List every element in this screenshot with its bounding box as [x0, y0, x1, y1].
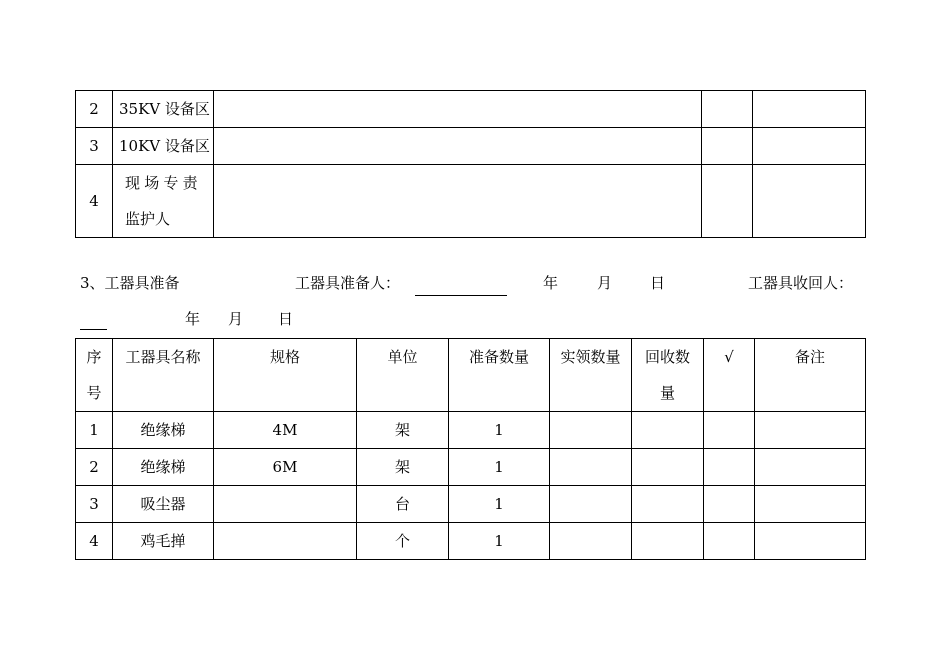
blank-cell [702, 91, 753, 128]
tool-unit: 架 [357, 449, 449, 486]
table-row [76, 128, 866, 165]
tool-check [704, 412, 755, 449]
header-no-line1: 序 [86, 348, 102, 366]
table-row [76, 523, 866, 560]
table-row [76, 449, 866, 486]
tools-table [75, 338, 866, 560]
header-no [76, 339, 113, 412]
tools-section-heading: 3、工器具准备 [80, 274, 180, 292]
tool-prep-qty: 1 [449, 486, 550, 523]
table-header-row [76, 339, 866, 412]
tool-unit: 台 [357, 486, 449, 523]
header-return-qty-line1: 回收数 [644, 348, 690, 366]
tool-spec: 4M [214, 412, 357, 449]
tool-recv-qty [550, 449, 632, 486]
area-name [113, 165, 214, 238]
tool-return-qty [632, 523, 704, 560]
header-prep-qty: 准备数量 [449, 339, 550, 412]
day-label: 日 [650, 274, 666, 292]
area-name-line2: 监护人 [125, 210, 171, 228]
blank-cell [214, 91, 702, 128]
blank-cell [214, 165, 702, 238]
tool-spec [214, 486, 357, 523]
tool-remark [755, 486, 866, 523]
tool-return-qty [632, 412, 704, 449]
tool-return-qty [632, 449, 704, 486]
header-unit: 单位 [357, 339, 449, 412]
row-no: 2 [76, 449, 113, 486]
tool-check [704, 449, 755, 486]
blank-cell [702, 165, 753, 238]
area-name: 35KV 设备区 [113, 91, 214, 128]
table-row [76, 165, 866, 238]
tool-unit: 个 [357, 523, 449, 560]
tool-prep-qty: 1 [449, 523, 550, 560]
row-number: 2 [76, 91, 113, 128]
tool-name: 吸尘器 [113, 486, 214, 523]
header-spec: 规格 [214, 339, 357, 412]
tool-prep-qty: 1 [449, 412, 550, 449]
tool-name: 绝缘梯 [113, 412, 214, 449]
year-label: 年 [543, 274, 559, 292]
header-return-qty [632, 339, 704, 412]
tool-check [704, 523, 755, 560]
header-remark: 备注 [755, 339, 866, 412]
table-row [76, 91, 866, 128]
tool-name: 鸡毛掸 [113, 523, 214, 560]
header-no-line2: 号 [86, 384, 102, 402]
collector-label: 工器具收回人： [748, 274, 854, 292]
blank-cell [214, 128, 702, 165]
tool-remark [755, 449, 866, 486]
month-label-2: 月 [228, 310, 244, 328]
tool-prep-qty: 1 [449, 449, 550, 486]
row-no: 1 [76, 412, 113, 449]
row-no: 4 [76, 523, 113, 560]
table-row [76, 486, 866, 523]
work-area-table [75, 90, 866, 238]
tool-check [704, 486, 755, 523]
collector-signature-line [80, 310, 107, 330]
tool-remark [755, 523, 866, 560]
tool-return-qty [632, 486, 704, 523]
row-number: 3 [76, 128, 113, 165]
area-name-line1: 现场专责 [125, 174, 202, 192]
year-label-2: 年 [185, 310, 201, 328]
row-no: 3 [76, 486, 113, 523]
blank-cell [702, 128, 753, 165]
tool-remark [755, 412, 866, 449]
preparer-signature-line [415, 276, 507, 296]
tool-spec: 6M [214, 449, 357, 486]
tool-unit: 架 [357, 412, 449, 449]
blank-cell [753, 91, 866, 128]
header-recv-qty: 实领数量 [550, 339, 632, 412]
tool-recv-qty [550, 412, 632, 449]
tool-recv-qty [550, 523, 632, 560]
row-number: 4 [76, 165, 113, 238]
header-return-qty-line2: 量 [659, 384, 675, 402]
header-name: 工器具名称 [113, 339, 214, 412]
header-check: √ [704, 339, 755, 412]
preparer-label: 工器具准备人： [295, 274, 401, 292]
month-label: 月 [597, 274, 613, 292]
table-row [76, 412, 866, 449]
tool-recv-qty [550, 486, 632, 523]
blank-cell [753, 165, 866, 238]
blank-cell [753, 128, 866, 165]
tool-spec [214, 523, 357, 560]
tool-name: 绝缘梯 [113, 449, 214, 486]
area-name: 10KV 设备区 [113, 128, 214, 165]
day-label-2: 日 [278, 310, 294, 328]
